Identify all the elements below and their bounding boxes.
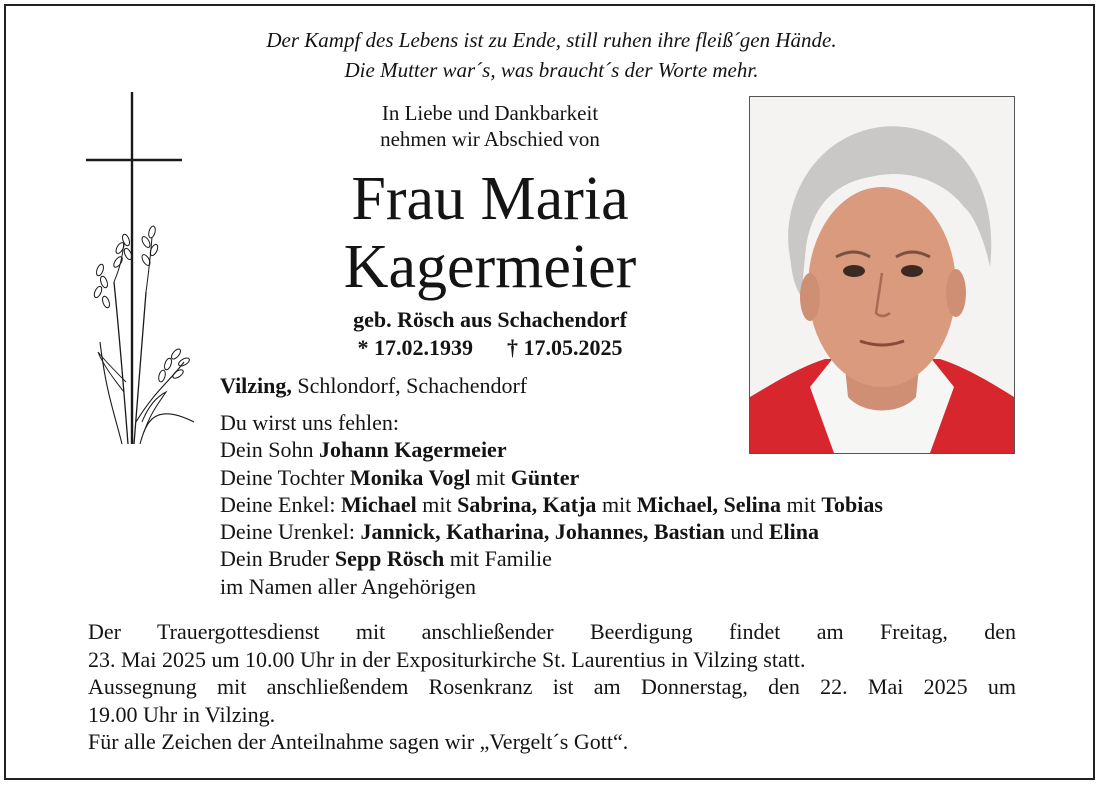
service-line-3: Aussegnung mit anschließendem Rosenkranz ist am Donnerstag, den 22. Mai 2025 um — [88, 674, 1016, 699]
mourner-grandchildren — [220, 491, 883, 518]
grandchild-mit: mit — [781, 491, 822, 517]
mourner-brother-prefix: Dein Bruder — [220, 546, 335, 572]
service-line-5: Für alle Zeichen der Anteilnahme sagen wir „Vergelt´s Gott“. — [88, 729, 629, 754]
grandchildren-prefix: Deine Enkel: — [220, 491, 341, 517]
place-main: Vilzing, — [220, 373, 292, 398]
mourners-closing: im Namen aller Angehörigen — [220, 573, 476, 599]
mourner-brother — [220, 545, 883, 572]
mourner-great-grandchildren — [220, 518, 883, 545]
deceased-name-line-2: Kagermeier — [343, 233, 637, 301]
great-grandchildren-prefix: Deine Urenkel: — [220, 519, 361, 545]
great-grandchild-last: Elina — [768, 519, 819, 545]
place-others: Schlondorf, Schachendorf — [291, 373, 528, 398]
grandchild-name: Michael, Selina — [636, 491, 781, 517]
mourner-son-name: Johann Kagermeier — [319, 437, 507, 463]
intro-line-1: In Liebe und Dankbarkeit — [381, 101, 599, 125]
mourner-daughter — [220, 464, 883, 491]
service-line-4: 19.00 Uhr in Vilzing. — [88, 701, 276, 727]
places-line — [220, 372, 527, 400]
great-grandchildren-und: und — [724, 519, 769, 545]
intro-line-2: nehmen wir Abschied von — [380, 127, 600, 151]
mourner-brother-suffix: mit Familie — [444, 546, 552, 572]
cross-with-wheat-icon — [84, 92, 200, 448]
mourner-daughter-name: Monika Vogl — [350, 464, 471, 490]
grandchild-name: Sabrina, Katja — [457, 491, 597, 517]
grandchild-mit: mit — [596, 491, 637, 517]
death-date: † 17.05.2025 — [507, 335, 623, 360]
mourner-daughter-mit: mit — [470, 464, 511, 490]
portrait-image — [750, 97, 1014, 453]
service-line-1: Der Trauergottesdienst mit anschließender Beerdigung findet am Freitag, den — [88, 619, 1016, 644]
grandchild-name: Michael — [340, 491, 417, 517]
grandchild-name: Tobias — [821, 491, 883, 517]
birth-date: * 17.02.1939 — [357, 335, 473, 360]
service-line-2: 23. Mai 2025 um 10.00 Uhr in der Expositurkirche St. Laurentius in Vilzing statt. — [88, 646, 806, 672]
birth-name: geb. Rösch aus Schachendorf — [353, 307, 627, 332]
mourner-daughter-prefix: Deine Tochter — [220, 464, 351, 490]
mourner-daughter-partner: Günter — [510, 464, 580, 490]
grandchild-mit: mit — [416, 491, 458, 517]
deceased-name-line-1: Frau Maria — [351, 165, 629, 233]
motto-line-2: Die Mutter war´s, was braucht´s der Worte mehr. — [344, 58, 759, 82]
service-info — [88, 618, 1016, 756]
life-dates — [240, 334, 740, 362]
mourner-son-prefix: Dein Sohn — [220, 437, 319, 463]
mourners-intro: Du wirst uns fehlen: — [220, 410, 400, 435]
great-grandchildren-names: Jannick, Katharina, Johannes, Bastian — [360, 519, 725, 545]
portrait-photo — [749, 96, 1015, 454]
mourner-brother-name: Sepp Rösch — [334, 546, 445, 572]
motto-line-1: Der Kampf des Lebens ist zu Ende, still ruhen ihre fleiß´gen Hände. — [266, 28, 837, 52]
